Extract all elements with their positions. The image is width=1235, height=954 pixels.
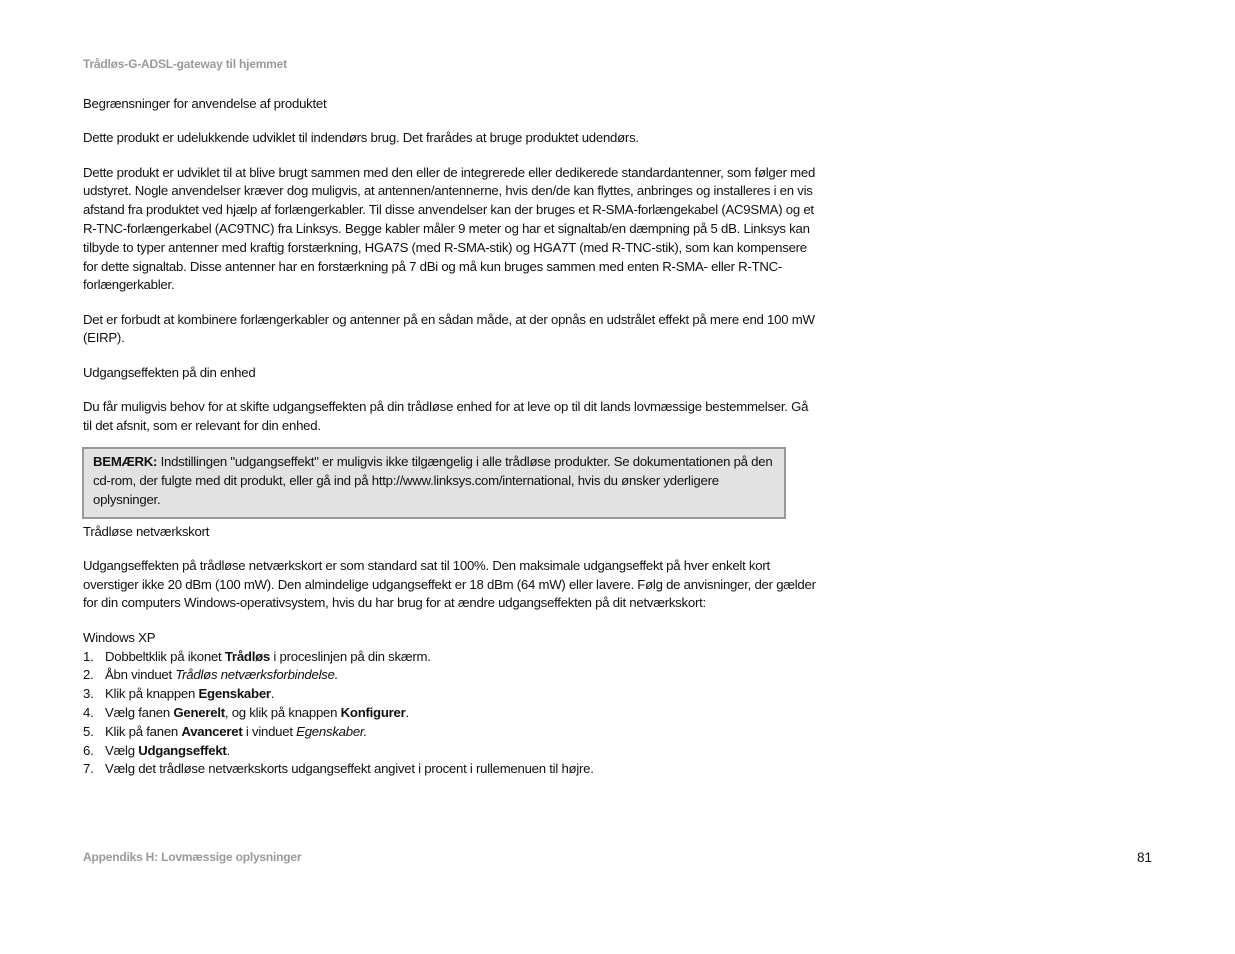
- paragraph-card-output: Udgangseffekten på trådløse netværkskort er som standard sat til 100%. Den maksimale udgangseffekt på hver enkelt kort overstiger ikke 20 dBm (100 mW). Den almindelige udgangseffekt er 18 dBm (64 mW) eller lavere. Følg de anvisninger, der gælder for din computers Windows-operativsystem, hvis du har brug for at ændre udgangseffekten på dit netværkskort:: [83, 557, 816, 611]
- step-text: Klik på fanen: [105, 723, 182, 739]
- section-heading-restrictions: Begrænsninger for anvendelse af produktet: [83, 96, 327, 111]
- windows-xp-instructions: [83, 629, 818, 779]
- step-emphasis: Egenskaber: [198, 686, 271, 702]
- step-emphasis: Generelt: [173, 704, 225, 720]
- step-text: , og klik på knappen: [224, 704, 341, 720]
- paragraph-antennas: Dette produkt er udviklet til at blive brugt sammen med den eller de integrerede eller dedikerede standardantenner, som følger med udstyret. Nogle anvendelser kræver dog muligvis, at antennen/antennerne, hvis den/de kan flyttes, anbringes og installeres i en vis afstand fra produktet ved hjælp af forlængerkabler. Til disse anvendelser kan der bruges et R-SMA-forlængekabel (AC9SMA) og et R-TNC-forlængerkabel (AC9TNC) fra Linksys. Begge kabler måler 9 meter og har et signaltab/en dæmpning på 5 dB. Linksys kan tilbyde to typer antenner med kraftig forstærkning, HGA7S (med R-SMA-stik) og HGA7T (med R-TNC-stik), som kan kompensere for dette signaltab. Disse antenner har en forstærkning på 7 dBi og må kun bruges sammen med enten R-SMA- eller R-TNC-forlængerkabler.: [83, 164, 816, 293]
- step-window-name: Egenskaber.: [296, 723, 367, 739]
- step-number: 3.: [83, 686, 94, 702]
- step-number: 5.: [83, 723, 94, 739]
- step-text: i vinduet: [242, 723, 297, 739]
- step-number: 4.: [83, 704, 94, 720]
- step-number: 7.: [83, 761, 94, 777]
- section-heading-wireless-cards: Trådløse netværkskort: [83, 523, 210, 539]
- step-item: [83, 760, 818, 779]
- note-box: [82, 447, 786, 518]
- step-text: Klik på knappen: [105, 686, 199, 702]
- note-text: Indstillingen "udgangseffekt" er muligvis ikke tilgængelig i alle trådløse produkter. Se dokumentationen på den cd-rom, der fulgte med dit produkt, eller gå ind på http://www.linksys.com/international, hvis du ønsker yderligere oplysninger.: [93, 454, 773, 507]
- step-item: [83, 723, 818, 742]
- step-number: 1.: [83, 648, 94, 664]
- step-item: [83, 704, 818, 723]
- step-window-name: Trådløs netværksforbindelse.: [175, 667, 339, 683]
- running-header: Trådløs-G-ADSL-gateway til hjemmet: [83, 57, 287, 71]
- step-text: Vælg det trådløse netværkskorts udgangseffekt angivet i procent i rullemenuen til højre.: [105, 761, 594, 777]
- step-text: .: [270, 686, 275, 702]
- step-item: [83, 666, 818, 685]
- step-text: Vælg: [105, 742, 139, 758]
- running-footer: Appendiks H: Lovmæssige oplysninger: [83, 850, 302, 864]
- page-number: 81: [1137, 850, 1153, 865]
- page-content: [83, 95, 818, 779]
- os-label: Windows XP: [83, 629, 156, 645]
- paragraph-eirp-limit: Det er forbudt at kombinere forlængerkabler og antenner på en sådan måde, at der opnås en udstrålet effekt på mere end 100 mW (EIRP).: [83, 311, 815, 346]
- step-text: .: [226, 742, 230, 758]
- paragraph-change-output: Du får muligvis behov for at skifte udgangseffekten på din trådløse enhed for at leve op til dit lands lovmæssige bestemmelser. Gå til det afsnit, som er relevant for din enhed.: [83, 399, 809, 433]
- step-item: [83, 742, 818, 761]
- step-number: 6.: [83, 742, 94, 758]
- step-emphasis: Udgangseffekt: [138, 742, 227, 758]
- step-text: Vælg fanen: [105, 704, 174, 720]
- step-text: i proceslinjen på din skærm.: [270, 648, 431, 664]
- step-item: [83, 648, 818, 667]
- step-number: 2.: [83, 667, 94, 683]
- step-emphasis: Konfigurer: [340, 704, 406, 720]
- paragraph-indoor-use: Dette produkt er udelukkende udviklet til indendørs brug. Det frarådes at bruge produktet udendørs.: [83, 130, 639, 146]
- step-emphasis: Avanceret: [181, 723, 243, 739]
- steps-list: [83, 648, 818, 780]
- step-text: .: [405, 704, 409, 720]
- step-text: Åbn vinduet: [105, 667, 176, 683]
- step-emphasis: Trådløs: [224, 648, 271, 664]
- step-item: [83, 685, 818, 704]
- step-text: Dobbeltklik på ikonet: [105, 648, 225, 664]
- section-heading-output-power: Udgangseffekten på din enhed: [83, 364, 256, 380]
- note-label: BEMÆRK:: [93, 454, 158, 470]
